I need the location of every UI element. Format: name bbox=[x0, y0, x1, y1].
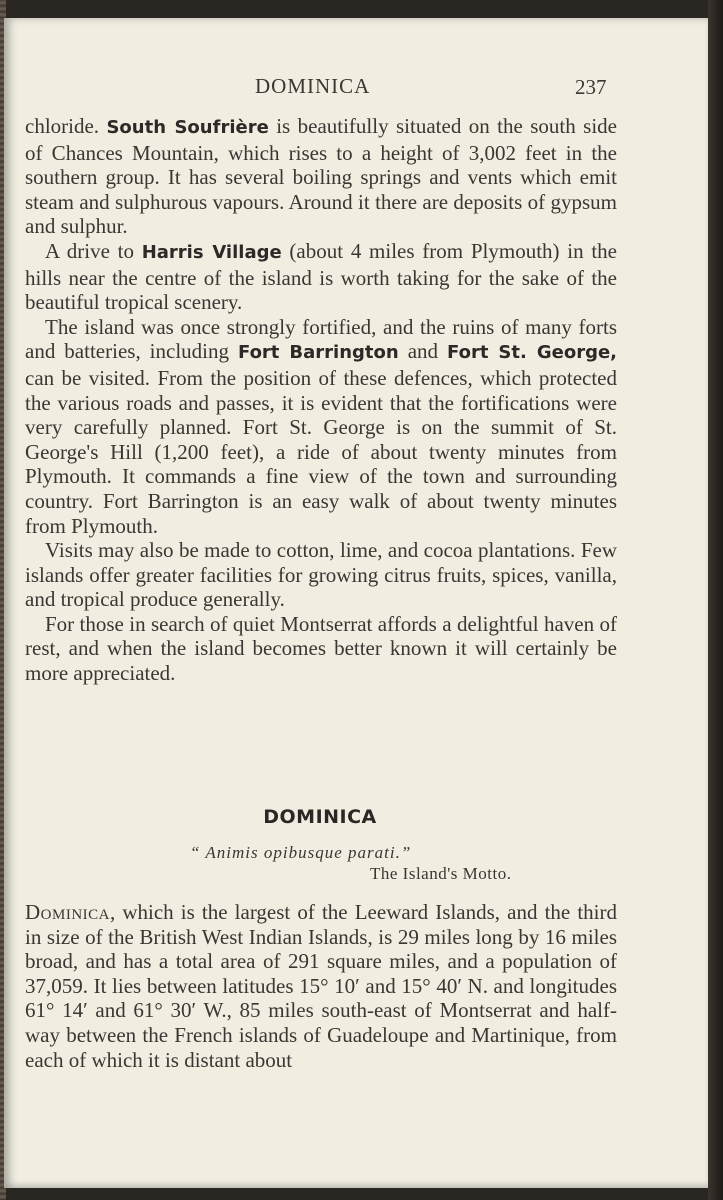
section-heading: DOMINICA bbox=[263, 806, 377, 828]
lead-word: Dominica bbox=[25, 900, 110, 924]
text-run: The island was once strongly fortified, and the ruins of many forts and batteries, including bbox=[25, 314, 617, 364]
body-text-top bbox=[25, 114, 617, 686]
running-head bbox=[0, 74, 723, 104]
paragraph bbox=[25, 239, 617, 315]
paragraph bbox=[25, 612, 617, 686]
page-edge bbox=[708, 0, 723, 1200]
paragraph bbox=[25, 538, 617, 612]
text-run: is beautifully situated on the south side of Chances Mountain, which rises to a height of 3,002 feet in the southern group. It has several boiling springs and vents which emit steam and sulphurous vapours. Around it there are deposits of gypsum and sulphur. bbox=[25, 114, 617, 239]
text-run: and bbox=[398, 339, 448, 364]
text-run: Visits may also be made to cotton, lime, and cocoa plantations. Few islands offer greater facilities for growing citrus fruits, spices, vanilla, and tropical produce generally. bbox=[25, 538, 617, 612]
text-run: (about 4 miles from Plymouth) in the hills near the centre of the island is worth taking for the sake of the beautiful tropical scenery. bbox=[25, 238, 617, 315]
motto-attribution: The Island's Motto. bbox=[370, 864, 512, 883]
body-text-bottom bbox=[25, 900, 617, 1072]
paragraph bbox=[25, 114, 617, 239]
text-run: A drive to bbox=[45, 238, 142, 263]
text-run: can be visited. From the position of these defences, which protected the various roads and passes, it is evident that the fortifications were very carefully planned. Fort St. George is on the summit of St. George's Hill (1,200 feet), a ride of about twenty minutes from Plymouth. It commands a fine view of the town and surrounding country. Fort Barrington is an easy walk of about twenty minutes from Plymouth. bbox=[25, 365, 617, 538]
place-name-south-soufriere: South Soufrière bbox=[106, 117, 269, 138]
text-run: , which is the largest of the Leeward Islands, and the third in size of the British West Indian Islands, is 29 miles long by 16 miles broad, and has a total area of 291 square miles, and a population of 37,059. It lies between latitudes 15° 10′ and 15° 40′ N. and longitudes 61° 14′ and 61° 30′ W., 85 miles south-east of Montserrat and half-way between the French islands of Guadeloupe and Martinique, from each of which it is distant about bbox=[25, 900, 617, 1072]
text-run: For those in search of quiet Montserrat affords a delightful haven of rest, and when the island becomes better known it will certainly be more appreciated. bbox=[25, 611, 617, 686]
paragraph bbox=[25, 900, 617, 1072]
page-number: 237 bbox=[575, 75, 607, 99]
place-name-fort-st-george: Fort St. George, bbox=[447, 342, 618, 364]
place-name-fort-barrington: Fort Barrington bbox=[238, 342, 399, 364]
running-head-title: DOMINICA bbox=[255, 74, 371, 98]
place-name-harris-village: Harris Village bbox=[141, 241, 282, 263]
section-motto: “ Animis opibusque parati.” bbox=[190, 843, 412, 862]
text-run: chloride. bbox=[25, 114, 107, 138]
paragraph bbox=[25, 315, 617, 538]
